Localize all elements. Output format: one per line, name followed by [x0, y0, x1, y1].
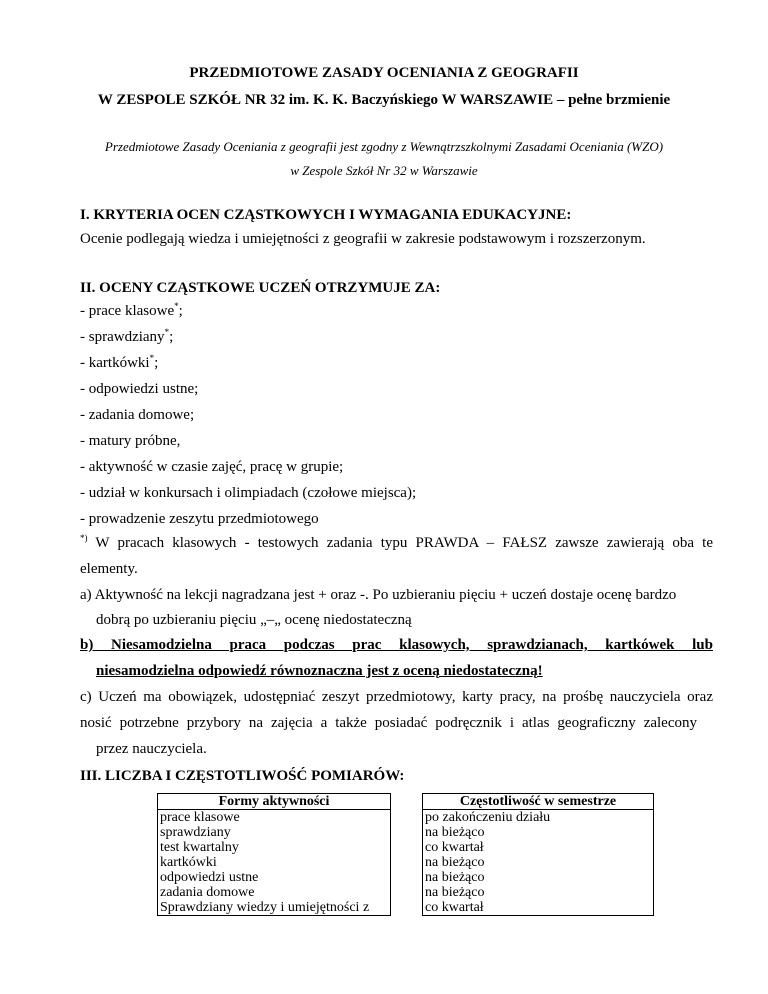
list-item: - aktywność w czasie zajęć, pracę w grupie; — [80, 459, 344, 475]
table-row: na bieżąco — [425, 885, 485, 900]
table-row: na bieżąco — [425, 855, 485, 870]
footnote-star: * — [149, 353, 155, 363]
table-row: co kwartał — [423, 900, 654, 916]
table-row: test kwartalny — [160, 840, 239, 855]
list-item: - prowadzenie zeszytu przedmiotowego — [80, 511, 319, 527]
table-row: po zakończeniu działu — [425, 810, 551, 825]
table-row: prace klasowe — [160, 810, 240, 825]
list-item: - zadania domowe; — [80, 407, 195, 423]
activity-forms-table — [157, 793, 391, 916]
table-row: Sprawdziany wiedzy i umiejętności z — [158, 900, 391, 916]
rule-a-line1: a) Aktywność na lekcji nagradzana jest + oraz -. Po uzbieraniu pięciu + uczeń dostaje ocenę bardzo — [80, 587, 677, 603]
rule-c-line3: przez nauczyciela. — [96, 741, 207, 757]
col-header-frequency: Częstotliwość w semestrze — [423, 794, 654, 810]
list-item: - udział w konkursach i olimpiadach (czołowe miejsca); — [80, 485, 417, 501]
table-row: zadania domowe — [160, 885, 255, 900]
list-item: - sprawdziany*; — [80, 327, 174, 345]
table-row: na bieżąco — [425, 825, 485, 840]
section1-text: Ocenie podlegają wiedza i umiejętności z geografii w zakresie podstawowym i rozszerzonym. — [80, 231, 646, 247]
doc-subtitle-line2: w Zespole Szkół Nr 32 w Warszawie — [290, 163, 478, 178]
section1-heading: I. KRYTERIA OCEN CZĄSTKOWYCH I WYMAGANIA EDUKACYJNE: — [80, 207, 572, 223]
section3-heading: III. LICZBA I CZĘSTOTLIWOŚĆ POMIARÓW: — [80, 768, 405, 784]
table-row: kartkówki — [160, 855, 217, 870]
list-item: - odpowiedzi ustne; — [80, 381, 199, 397]
rule-b-line1: b) Niesamodzielna praca podczas prac klasowych, sprawdzianach, kartkówek lub — [80, 637, 713, 653]
section2-heading: II. OCENY CZĄSTKOWE UCZEŃ OTRZYMUJE ZA: — [80, 280, 441, 296]
rule-c-line2: nosić potrzebne przybory na zajęcia a także posiadać podręcznik i atlas geograficzny zalecony — [80, 715, 697, 731]
footnote-line1: *) W pracach klasowych - testowych zadania typu PRAWDA – FAŁSZ zawsze zawierają oba te — [80, 533, 713, 551]
doc-title-line1: PRZEDMIOTOWE ZASADY OCENIANIA Z GEOGRAFII — [189, 65, 579, 81]
doc-subtitle-line1: Przedmiotowe Zasady Oceniania z geografii jest zgodny z Wewnątrzszkolnymi Zasadami Oceniania (WZO) — [104, 139, 664, 154]
table-row: na bieżąco — [425, 870, 485, 885]
list-item: - matury próbne, — [80, 433, 181, 449]
table-row: co kwartał — [425, 840, 484, 855]
rule-c-line1: c) Uczeń ma obowiązek, udostępniać zeszyt przedmiotowy, karty pracy, na prośbę nauczyciela oraz — [80, 689, 713, 705]
footnote-star: * — [174, 301, 179, 311]
footnote-line2: elementy. — [80, 561, 138, 577]
table-row: sprawdziany — [160, 825, 231, 840]
col-header-forms: Formy aktywności — [158, 794, 391, 810]
doc-title-line2: W ZESPOLE SZKÓŁ NR 32 im. K. K. Baczyńskiego W WARSZAWIE – pełne brzmienie — [97, 92, 671, 108]
rule-a-line2: dobrą po uzbieraniu pięciu „–„ ocenę niedostateczną — [96, 612, 412, 628]
list-item: - kartkówki*; — [80, 353, 159, 371]
list-item: - prace klasowe*; — [80, 301, 183, 319]
rule-b-line2: niesamodzielna odpowiedź równoznaczna jest z oceną niedostateczną! — [96, 663, 543, 679]
frequency-table — [422, 793, 654, 916]
table-row: odpowiedzi ustne — [160, 870, 259, 885]
footnote-star: * — [164, 327, 170, 337]
